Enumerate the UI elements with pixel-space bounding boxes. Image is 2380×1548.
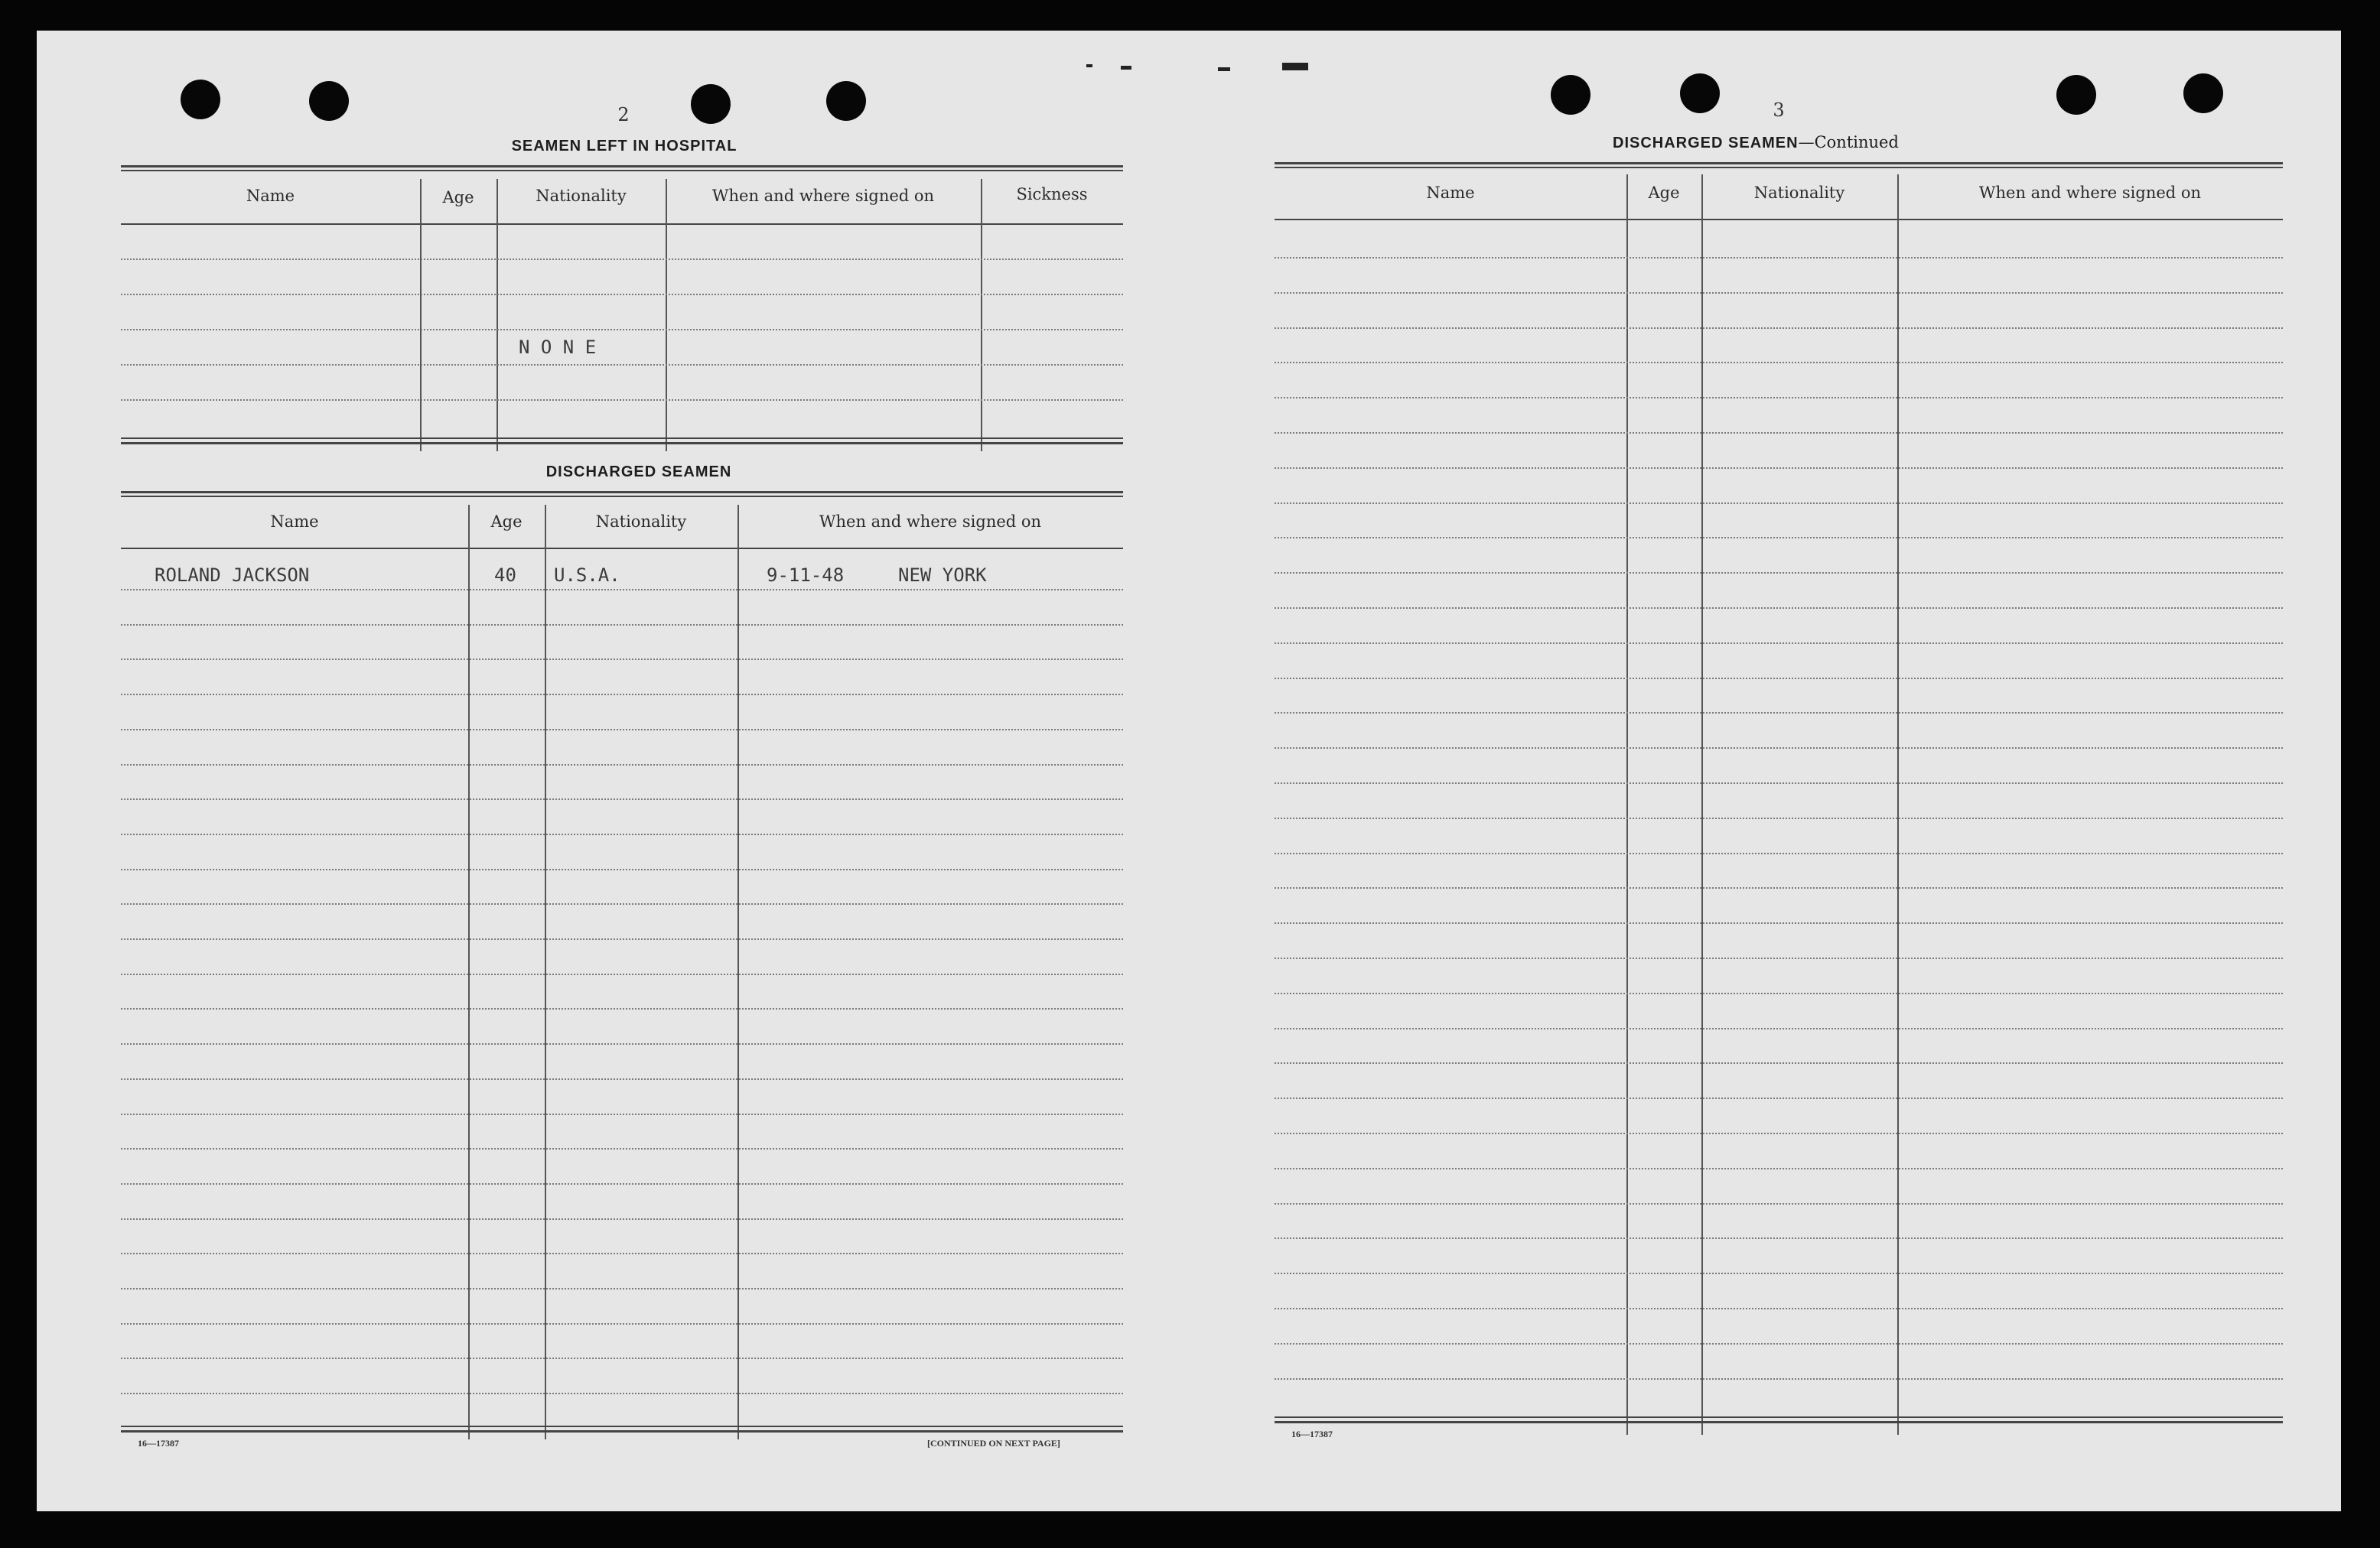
column-header-nationality: Nationality	[536, 187, 627, 205]
ink-smudge	[1086, 64, 1092, 67]
ruled-line	[1275, 993, 2283, 994]
row-date: 9-11-48	[767, 564, 845, 586]
ruled-line	[1275, 712, 2283, 714]
ruled-line	[121, 1183, 1123, 1185]
ruled-line	[121, 1323, 1123, 1325]
ruled-line	[1275, 467, 2283, 469]
ruled-line	[121, 1078, 1123, 1080]
discharged-table	[121, 491, 1123, 1430]
ruled-line	[1275, 432, 2283, 434]
ruled-line	[1275, 292, 2283, 294]
punch-hole	[2183, 73, 2223, 113]
ruled-line	[121, 764, 1123, 766]
page-number: 3	[1773, 99, 1785, 121]
ruled-line	[1275, 1308, 2283, 1309]
row-place: NEW YORK	[898, 564, 987, 586]
punch-hole	[1680, 73, 1720, 113]
ink-smudge	[1218, 67, 1230, 71]
section-title-discharged: DISCHARGED SEAMEN	[545, 463, 732, 480]
punch-hole	[309, 81, 349, 121]
ruled-line	[121, 1253, 1123, 1254]
ink-smudge	[1282, 63, 1308, 70]
ruled-line	[1275, 887, 2283, 889]
column-header-when-where: When and where signed on	[819, 512, 1042, 531]
section-title-discharged-continued	[1613, 133, 1899, 152]
ink-smudge	[1121, 66, 1131, 70]
column-header-name: Name	[246, 187, 295, 205]
column-header-age: Age	[1648, 184, 1680, 202]
ruled-line	[1275, 257, 2283, 259]
ruled-line	[121, 1008, 1123, 1010]
ruled-line	[121, 1114, 1123, 1115]
ruled-line	[1275, 678, 2283, 679]
punch-hole	[2056, 75, 2096, 115]
section-title-hospital: SEAMEN LEFT IN HOSPITAL	[511, 138, 737, 154]
ruled-line	[121, 938, 1123, 940]
ruled-line	[1275, 1028, 2283, 1029]
ruled-line	[1275, 1378, 2283, 1380]
hospital-none-entry: N O N E	[519, 337, 597, 358]
column-header-when-where: When and where signed on	[711, 187, 935, 205]
title-continued: —Continued	[1798, 133, 1899, 151]
title-main: DISCHARGED SEAMEN	[1613, 135, 1799, 151]
ruled-line	[1275, 397, 2283, 398]
punch-hole	[1551, 75, 1590, 115]
page-number: 2	[617, 104, 630, 125]
column-header-sickness: Sickness	[1016, 185, 1088, 203]
ruled-line	[121, 903, 1123, 905]
ruled-line	[1275, 922, 2283, 924]
ruled-line	[121, 834, 1123, 835]
ruled-line	[121, 1043, 1123, 1045]
ruled-line	[1275, 607, 2283, 609]
ruled-line	[1275, 362, 2283, 363]
row-nationality: U.S.A.	[554, 564, 620, 586]
continued-note: [CONTINUED ON NEXT PAGE]	[927, 1438, 1060, 1449]
ruled-line	[1275, 958, 2283, 959]
ruled-line	[121, 589, 1123, 590]
column-header-name: Name	[1426, 184, 1475, 202]
form-number: 16—17387	[1291, 1429, 1333, 1439]
ruled-line	[1275, 1203, 2283, 1205]
ruled-line	[121, 624, 1123, 626]
ruled-line	[1275, 818, 2283, 819]
ruled-line	[1275, 537, 2283, 538]
ruled-line	[1275, 1133, 2283, 1134]
column-header-nationality: Nationality	[1753, 184, 1845, 202]
ruled-line	[1275, 1343, 2283, 1345]
ruled-line	[1275, 1237, 2283, 1239]
column-header-when-where: When and where signed on	[1978, 184, 2202, 202]
ruled-line	[1275, 1273, 2283, 1274]
punch-hole	[691, 84, 731, 124]
ruled-line	[121, 1358, 1123, 1359]
discharged-continued-table	[1275, 162, 2283, 1429]
hospital-table	[121, 165, 1123, 448]
punch-hole	[826, 81, 866, 121]
ruled-line	[121, 1393, 1123, 1394]
ruled-line	[1275, 642, 2283, 644]
ruled-line	[121, 974, 1123, 975]
column-header-age: Age	[490, 512, 523, 531]
ruled-line	[121, 1148, 1123, 1150]
form-number: 16—17387	[138, 1438, 179, 1449]
ruled-line	[121, 1218, 1123, 1220]
ruled-line	[121, 659, 1123, 660]
ruled-line	[121, 694, 1123, 695]
column-header-age: Age	[442, 188, 474, 207]
ruled-line	[121, 1288, 1123, 1289]
ruled-line	[121, 798, 1123, 800]
ruled-line	[1275, 1098, 2283, 1099]
ruled-line	[1275, 1168, 2283, 1169]
ruled-line	[121, 729, 1123, 730]
punch-hole	[181, 80, 220, 119]
ruled-line	[121, 869, 1123, 870]
ruled-line	[1275, 572, 2283, 574]
ruled-line	[1275, 782, 2283, 784]
ruled-line	[1275, 853, 2283, 854]
ruled-line	[1275, 502, 2283, 504]
row-name: ROLAND JACKSON	[155, 564, 310, 586]
ruled-line	[1275, 747, 2283, 749]
column-header-nationality: Nationality	[595, 512, 687, 531]
ruled-line	[1275, 327, 2283, 329]
column-header-name: Name	[270, 512, 319, 531]
row-age: 40	[494, 564, 516, 586]
ruled-line	[1275, 1062, 2283, 1064]
